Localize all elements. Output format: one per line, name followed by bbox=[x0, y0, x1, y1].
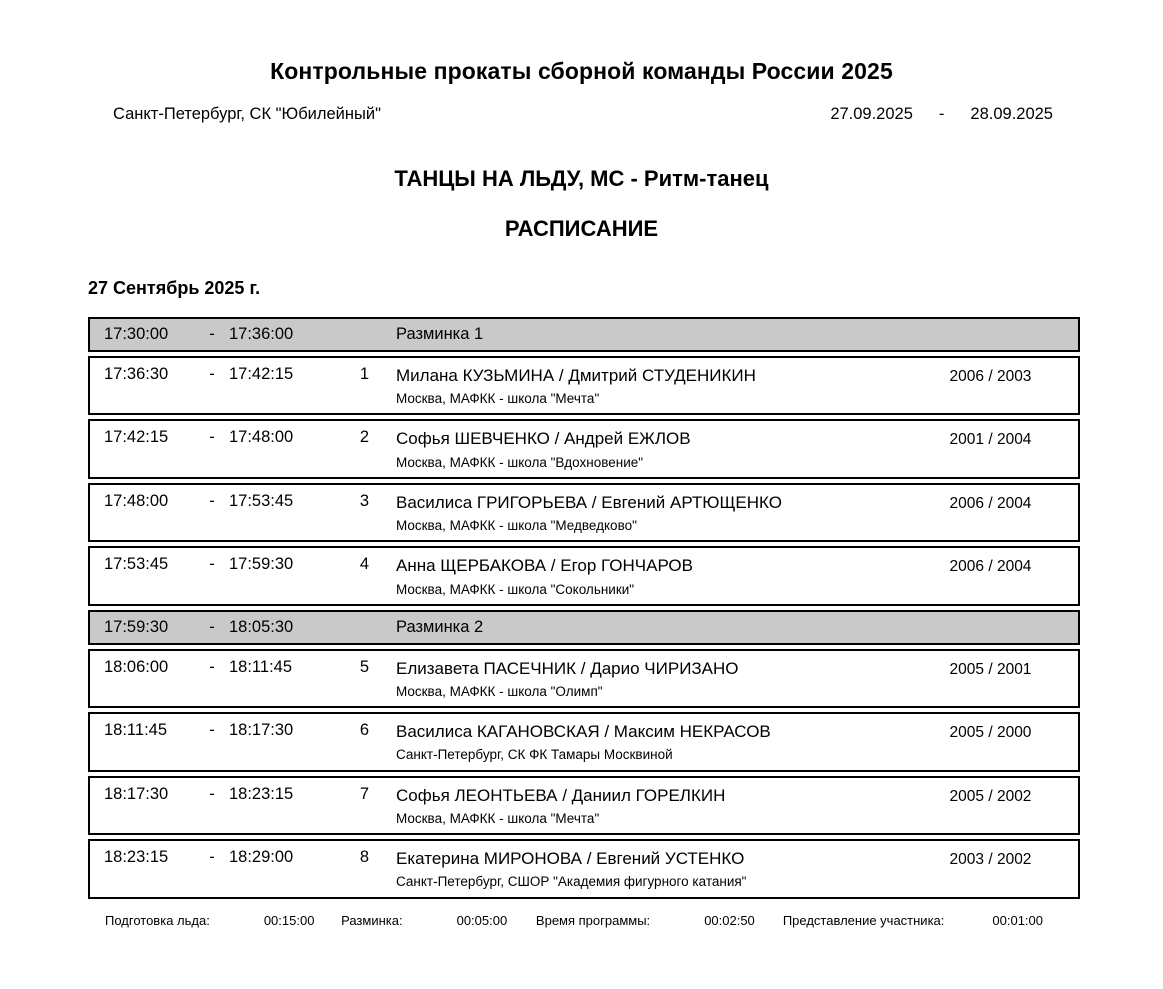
birth-years: 2005 / 2001 bbox=[949, 660, 1032, 678]
end-time: 18:29:00 bbox=[229, 848, 294, 867]
time-dash: - bbox=[209, 784, 215, 803]
start-time: 18:06:00 bbox=[104, 657, 169, 676]
start-number: 6 bbox=[359, 721, 369, 740]
birth-years bbox=[903, 333, 1078, 336]
time-dash: - bbox=[209, 428, 215, 447]
time-dash: - bbox=[209, 721, 215, 740]
birth-years bbox=[903, 626, 1078, 629]
club-name: Москва, МАФКК - школа "Олимп" bbox=[396, 684, 603, 699]
warmup-row bbox=[88, 610, 1080, 645]
ice-preparation-value: 00:15:00 bbox=[263, 912, 315, 928]
timing-legend bbox=[0, 913, 1163, 928]
start-number: 4 bbox=[359, 555, 369, 574]
date-end: 28.09.2025 bbox=[970, 105, 1053, 123]
club-name: Санкт-Петербург, СК ФК Тамары Москвиной bbox=[396, 747, 673, 763]
warmup-row bbox=[88, 317, 1080, 352]
document-title: Контрольные прокаты сборной команды России 2025 bbox=[270, 58, 893, 84]
start-time: 18:23:15 bbox=[104, 848, 169, 867]
program-time bbox=[536, 913, 755, 928]
birth-years: 2006 / 2003 bbox=[949, 368, 1032, 385]
table-row bbox=[88, 419, 1080, 478]
warmup-time-value: 00:05:00 bbox=[456, 912, 508, 928]
program-time-label: Время программы: bbox=[535, 912, 651, 928]
birth-years: 2001 / 2004 bbox=[949, 431, 1032, 449]
birth-years: 2006 / 2004 bbox=[949, 558, 1032, 576]
birth-years: 2005 / 2000 bbox=[949, 724, 1032, 742]
start-time: 18:11:45 bbox=[104, 721, 168, 740]
birth-years: 2003 / 2002 bbox=[949, 851, 1032, 869]
time-dash: - bbox=[209, 365, 215, 383]
introduction-value: 00:01:00 bbox=[992, 912, 1043, 928]
athlete-names: Елизавета ПАСЕЧНИК / Дарио ЧИРИЗАНО bbox=[396, 658, 739, 678]
time-dash: - bbox=[209, 491, 215, 510]
table-row bbox=[88, 712, 1080, 771]
athlete-names: Екатерина МИРОНОВА / Евгений УСТЕНКО bbox=[396, 849, 745, 869]
schedule-heading: РАСПИСАНИЕ bbox=[504, 216, 659, 241]
venue-and-dates-row bbox=[0, 105, 1163, 124]
time-dash: - bbox=[209, 848, 215, 867]
venue-text: Санкт-Петербург, СК "Юбилейный" bbox=[113, 105, 381, 123]
start-time: 17:59:30 bbox=[104, 617, 169, 636]
warmup-time bbox=[341, 913, 507, 928]
end-time: 18:05:30 bbox=[229, 617, 294, 636]
start-number: 5 bbox=[359, 657, 369, 676]
start-number: 2 bbox=[359, 428, 369, 447]
time-dash: - bbox=[209, 325, 215, 343]
start-number: 3 bbox=[359, 491, 369, 510]
event-date-range bbox=[830, 105, 1053, 124]
club-name: Москва, МАФКК - школа "Вдохновение" bbox=[396, 454, 644, 470]
athlete-names: Софья ШЕВЧЕНКО / Андрей ЕЖЛОВ bbox=[396, 429, 691, 449]
birth-years: 2006 / 2004 bbox=[949, 494, 1032, 512]
start-time: 17:53:45 bbox=[104, 555, 169, 574]
start-number: 8 bbox=[359, 848, 369, 867]
club-name: Москва, МАФКК - школа "Мечта" bbox=[396, 391, 600, 407]
date-range-dash: - bbox=[938, 105, 945, 123]
table-row bbox=[88, 356, 1080, 415]
date-start: 27.09.2025 bbox=[830, 105, 913, 123]
start-number: 1 bbox=[359, 365, 369, 383]
program-time-value: 00:02:50 bbox=[704, 912, 755, 928]
end-time: 17:36:00 bbox=[229, 325, 294, 343]
athlete-names: Софья ЛЕОНТЬЕВА / Даниил ГОРЕЛКИН bbox=[396, 785, 726, 805]
end-time: 17:53:45 bbox=[229, 491, 294, 510]
introduction-label: Представление участника: bbox=[782, 912, 945, 928]
club-name: Москва, МАФКК - школа "Медведково" bbox=[396, 518, 637, 534]
table-row bbox=[88, 776, 1080, 835]
time-dash: - bbox=[209, 657, 215, 676]
introduction-time bbox=[783, 913, 1043, 928]
club-name: Москва, МАФКК - школа "Сокольники" bbox=[396, 581, 635, 597]
athlete-names: Василиса ГРИГОРЬЕВА / Евгений АРТЮЩЕНКО bbox=[396, 492, 782, 512]
start-time: 17:36:30 bbox=[104, 365, 169, 383]
discipline-title: ТАНЦЫ НА ЛЬДУ, МС - Ритм-танец bbox=[394, 166, 769, 191]
document-page bbox=[0, 58, 1163, 989]
end-time: 17:48:00 bbox=[229, 428, 294, 447]
start-number: 7 bbox=[359, 784, 369, 803]
table-row bbox=[88, 546, 1080, 605]
end-time: 18:17:30 bbox=[229, 721, 294, 740]
club-name: Санкт-Петербург, СШОР "Академия фигурного катания" bbox=[396, 874, 747, 890]
athlete-names: Василиса КАГАНОВСКАЯ / Максим НЕКРАСОВ bbox=[396, 722, 771, 742]
start-time: 17:42:15 bbox=[104, 428, 169, 447]
end-time: 18:23:15 bbox=[229, 784, 294, 803]
day-title: 27 Сентябрь 2025 г. bbox=[88, 278, 261, 298]
table-row bbox=[88, 649, 1080, 708]
end-time: 17:59:30 bbox=[229, 555, 294, 574]
start-time: 18:17:30 bbox=[104, 784, 169, 803]
end-time: 18:11:45 bbox=[229, 657, 293, 676]
schedule-table bbox=[0, 317, 1163, 899]
athlete-names: Анна ЩЕРБАКОВА / Егор ГОНЧАРОВ bbox=[396, 556, 693, 576]
ice-preparation-time bbox=[105, 913, 314, 928]
time-dash: - bbox=[209, 555, 215, 574]
warmup-label: Разминка 1 bbox=[396, 325, 484, 343]
table-row bbox=[88, 483, 1080, 542]
end-time: 17:42:15 bbox=[229, 365, 294, 383]
warmup-time-label: Разминка: bbox=[341, 912, 403, 928]
club-name: Москва, МАФКК - школа "Мечта" bbox=[396, 810, 600, 826]
warmup-label: Разминка 2 bbox=[396, 617, 484, 636]
start-time: 17:30:00 bbox=[104, 325, 169, 343]
table-row bbox=[88, 839, 1080, 898]
ice-preparation-label: Подготовка льда: bbox=[105, 912, 210, 928]
birth-years: 2005 / 2002 bbox=[949, 787, 1032, 805]
athlete-names: Милана КУЗЬМИНА / Дмитрий СТУДЕНИКИН bbox=[396, 366, 756, 385]
time-dash: - bbox=[209, 617, 215, 636]
start-time: 17:48:00 bbox=[104, 491, 169, 510]
